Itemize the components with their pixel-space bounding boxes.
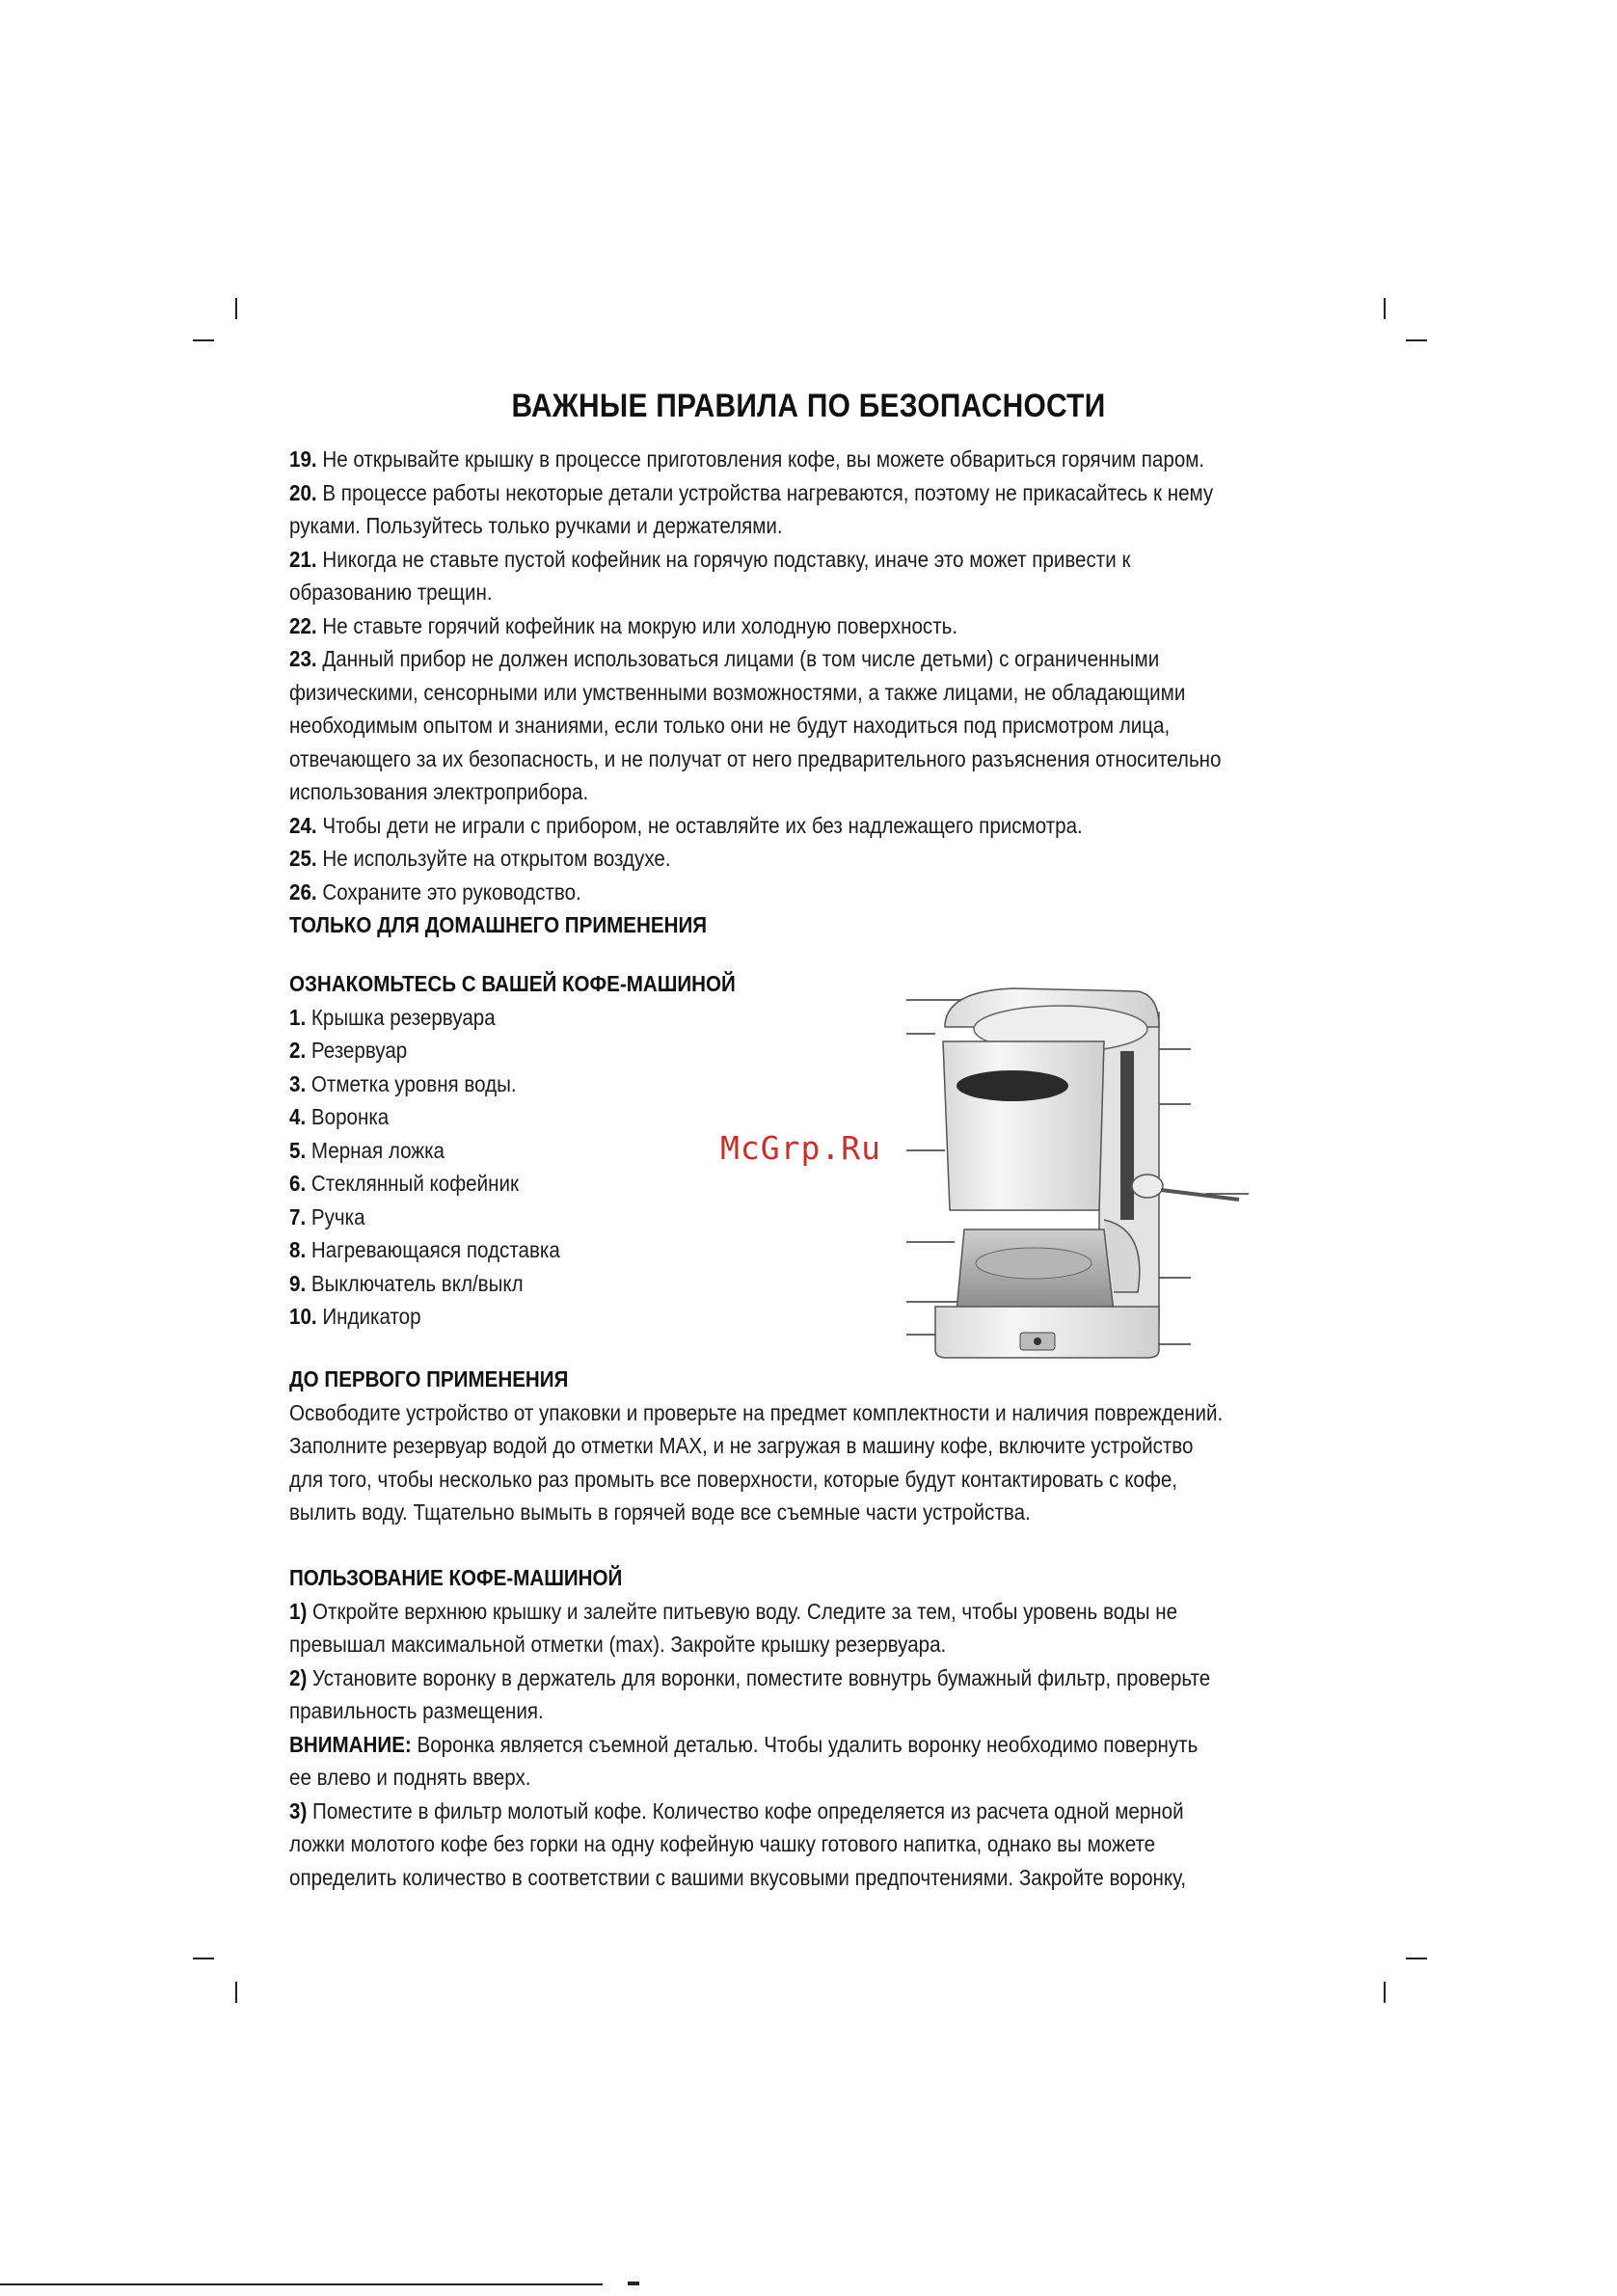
rule-24: 24. Чтобы дети не играли с прибором, не оставляйте их без надлежащего присмотра. [289,812,1083,838]
rule-20-cont: руками. Пользуйтесь только ручками и держателями. [289,513,783,538]
part-item: 2. Резервуар [289,1038,408,1063]
watermark: McGrp.Ru [720,1129,881,1167]
part-item: 8. Нагревающаяся подставка [289,1237,560,1262]
parts-heading: ОЗНАКОМЬТЕСЬ С ВАШЕЙ КОФЕ-МАШИНОЙ [289,971,736,996]
usage-step-2-cont: правильность размещения. [289,1698,544,1723]
usage-step-1-cont: превышал максимальной отметки (max). Закройте крышку резервуара. [289,1632,947,1657]
rule-23-cont: необходимым опытом и знаниями, если только они не будут находиться под присмотром лица, [289,713,1171,738]
footer-tick [628,2282,639,2285]
part-item: 4. Воронка [289,1104,390,1129]
usage-step-3-cont: ложки молотого кофе без горки на одну кофейную чашку готового напитка, однако вы можете [289,1831,1156,1856]
crop-mark [193,339,214,341]
rule-21-cont: образованию трещин. [289,580,493,605]
footer-rule [0,2283,603,2285]
crop-mark [1406,1958,1427,1959]
part-item: 9. Выключатель вкл/выкл [289,1270,524,1296]
crop-mark [1406,339,1427,341]
filter-basket [943,1041,1104,1210]
rule-25: 25. Не используйте на открытом воздухе. [289,846,671,871]
part-item: 6. Стеклянный кофейник [289,1171,519,1196]
first-use-line: вылить воду. Тщательно вымыть в горячей воде все съемные части устройства. [289,1499,1031,1525]
crop-mark [1384,298,1386,319]
crop-mark [193,1958,214,1959]
crop-mark [235,298,237,319]
part-item: 7. Ручка [289,1203,365,1229]
rule-23-cont: физическими, сенсорными или умственными возможностями, а также лицами, не обладающими [289,679,1186,705]
rule-22: 22. Не ставьте горячий кофейник на мокрую или холодную поверхность. [289,612,958,638]
parts-list [289,1001,798,1334]
first-use-line: Освободите устройство от упаковки и проверьте на предмет комплектности и наличия повреждений. [289,1399,1224,1425]
rule-26: 26. Сохраните это руководство. [289,878,581,905]
usage-heading: ПОЛЬЗОВАНИЕ КОФЕ-МАШИНОЙ [289,1565,623,1590]
part-item: 3. Отметка уровня воды. [289,1070,517,1096]
rule-20: 20. В процессе работы некоторые детали устройства нагреваются, поэтому не прикасайтесь к нему [289,479,1214,505]
rule-23-cont: использования электроприбора. [289,779,589,804]
ground-coffee [957,1070,1068,1101]
part-item: 10. Индикатор [289,1304,421,1329]
carafe-lid [976,1248,1091,1279]
usage-section [289,1561,1214,1894]
part-item: 1. Крышка резервуара [289,1004,496,1030]
indicator-light [1034,1337,1041,1345]
coffee-machine-illustration [906,974,1253,1364]
rule-21: 21. Никогда не ставьте пустой кофейник на горячую подставку, иначе это может привести к [289,546,1131,572]
first-use-heading: ДО ПЕРВОГО ПРИМЕНЕНИЯ [289,1366,569,1391]
crop-mark [1384,1982,1386,2003]
safety-rules [289,443,1222,942]
crop-mark [235,1982,237,2003]
page-title: ВАЖНЫЕ ПРАВИЛА ПО БЕЗОПАСНОСТИ [511,388,1106,424]
rule-23: 23. Данный прибор не должен использоваться лицами (в том числе детьми) с ограниченными [289,646,1160,671]
rule-23-cont: отвечающего за их безопасность, и не получат от него предварительного разъяснения относительно [289,745,1222,771]
part-item: 5. Мерная ложка [289,1137,445,1163]
usage-warning-cont: ее влево и поднять вверх. [289,1765,531,1790]
first-use-line: для того, чтобы несколько раз промыть все поверхности, которые будут контактировать с кофе, [289,1466,1177,1492]
usage-step-1: 1) Откройте верхнюю крышку и залейте питьевую воду. Следите за тем, чтобы уровень воды не [289,1598,1178,1624]
usage-step-3: 3) Поместите в фильтр молотый кофе. Количество кофе определяется из расчета одной мерной [289,1797,1184,1823]
home-use-heading: ТОЛЬКО ДЛЯ ДОМАШНЕГО ПРИМЕНЕНИЯ [289,912,708,937]
usage-warning: ВНИМАНИЕ: Воронка является съемной деталью. Чтобы удалить воронку необходимо повернуть [289,1731,1199,1757]
measuring-spoon [1132,1175,1239,1200]
first-use-section [289,1363,1224,1529]
usage-step-3-cont: определить количество в соответствии с вашими вкусовыми предпочтениями. Закройте воронку, [289,1864,1187,1890]
rule-19: 19. Не открывайте крышку в процессе приготовления кофе, вы можете обвариться горячим паром. [289,446,1205,472]
usage-step-2: 2) Установите воронку в держатель для воронки, поместите вовнутрь бумажный фильтр, проверьте [289,1664,1211,1690]
first-use-line: Заполните резервуар водой до отметки MAX, и не загружая в машину кофе, включите устройство [289,1433,1194,1458]
water-window [1120,1051,1134,1220]
